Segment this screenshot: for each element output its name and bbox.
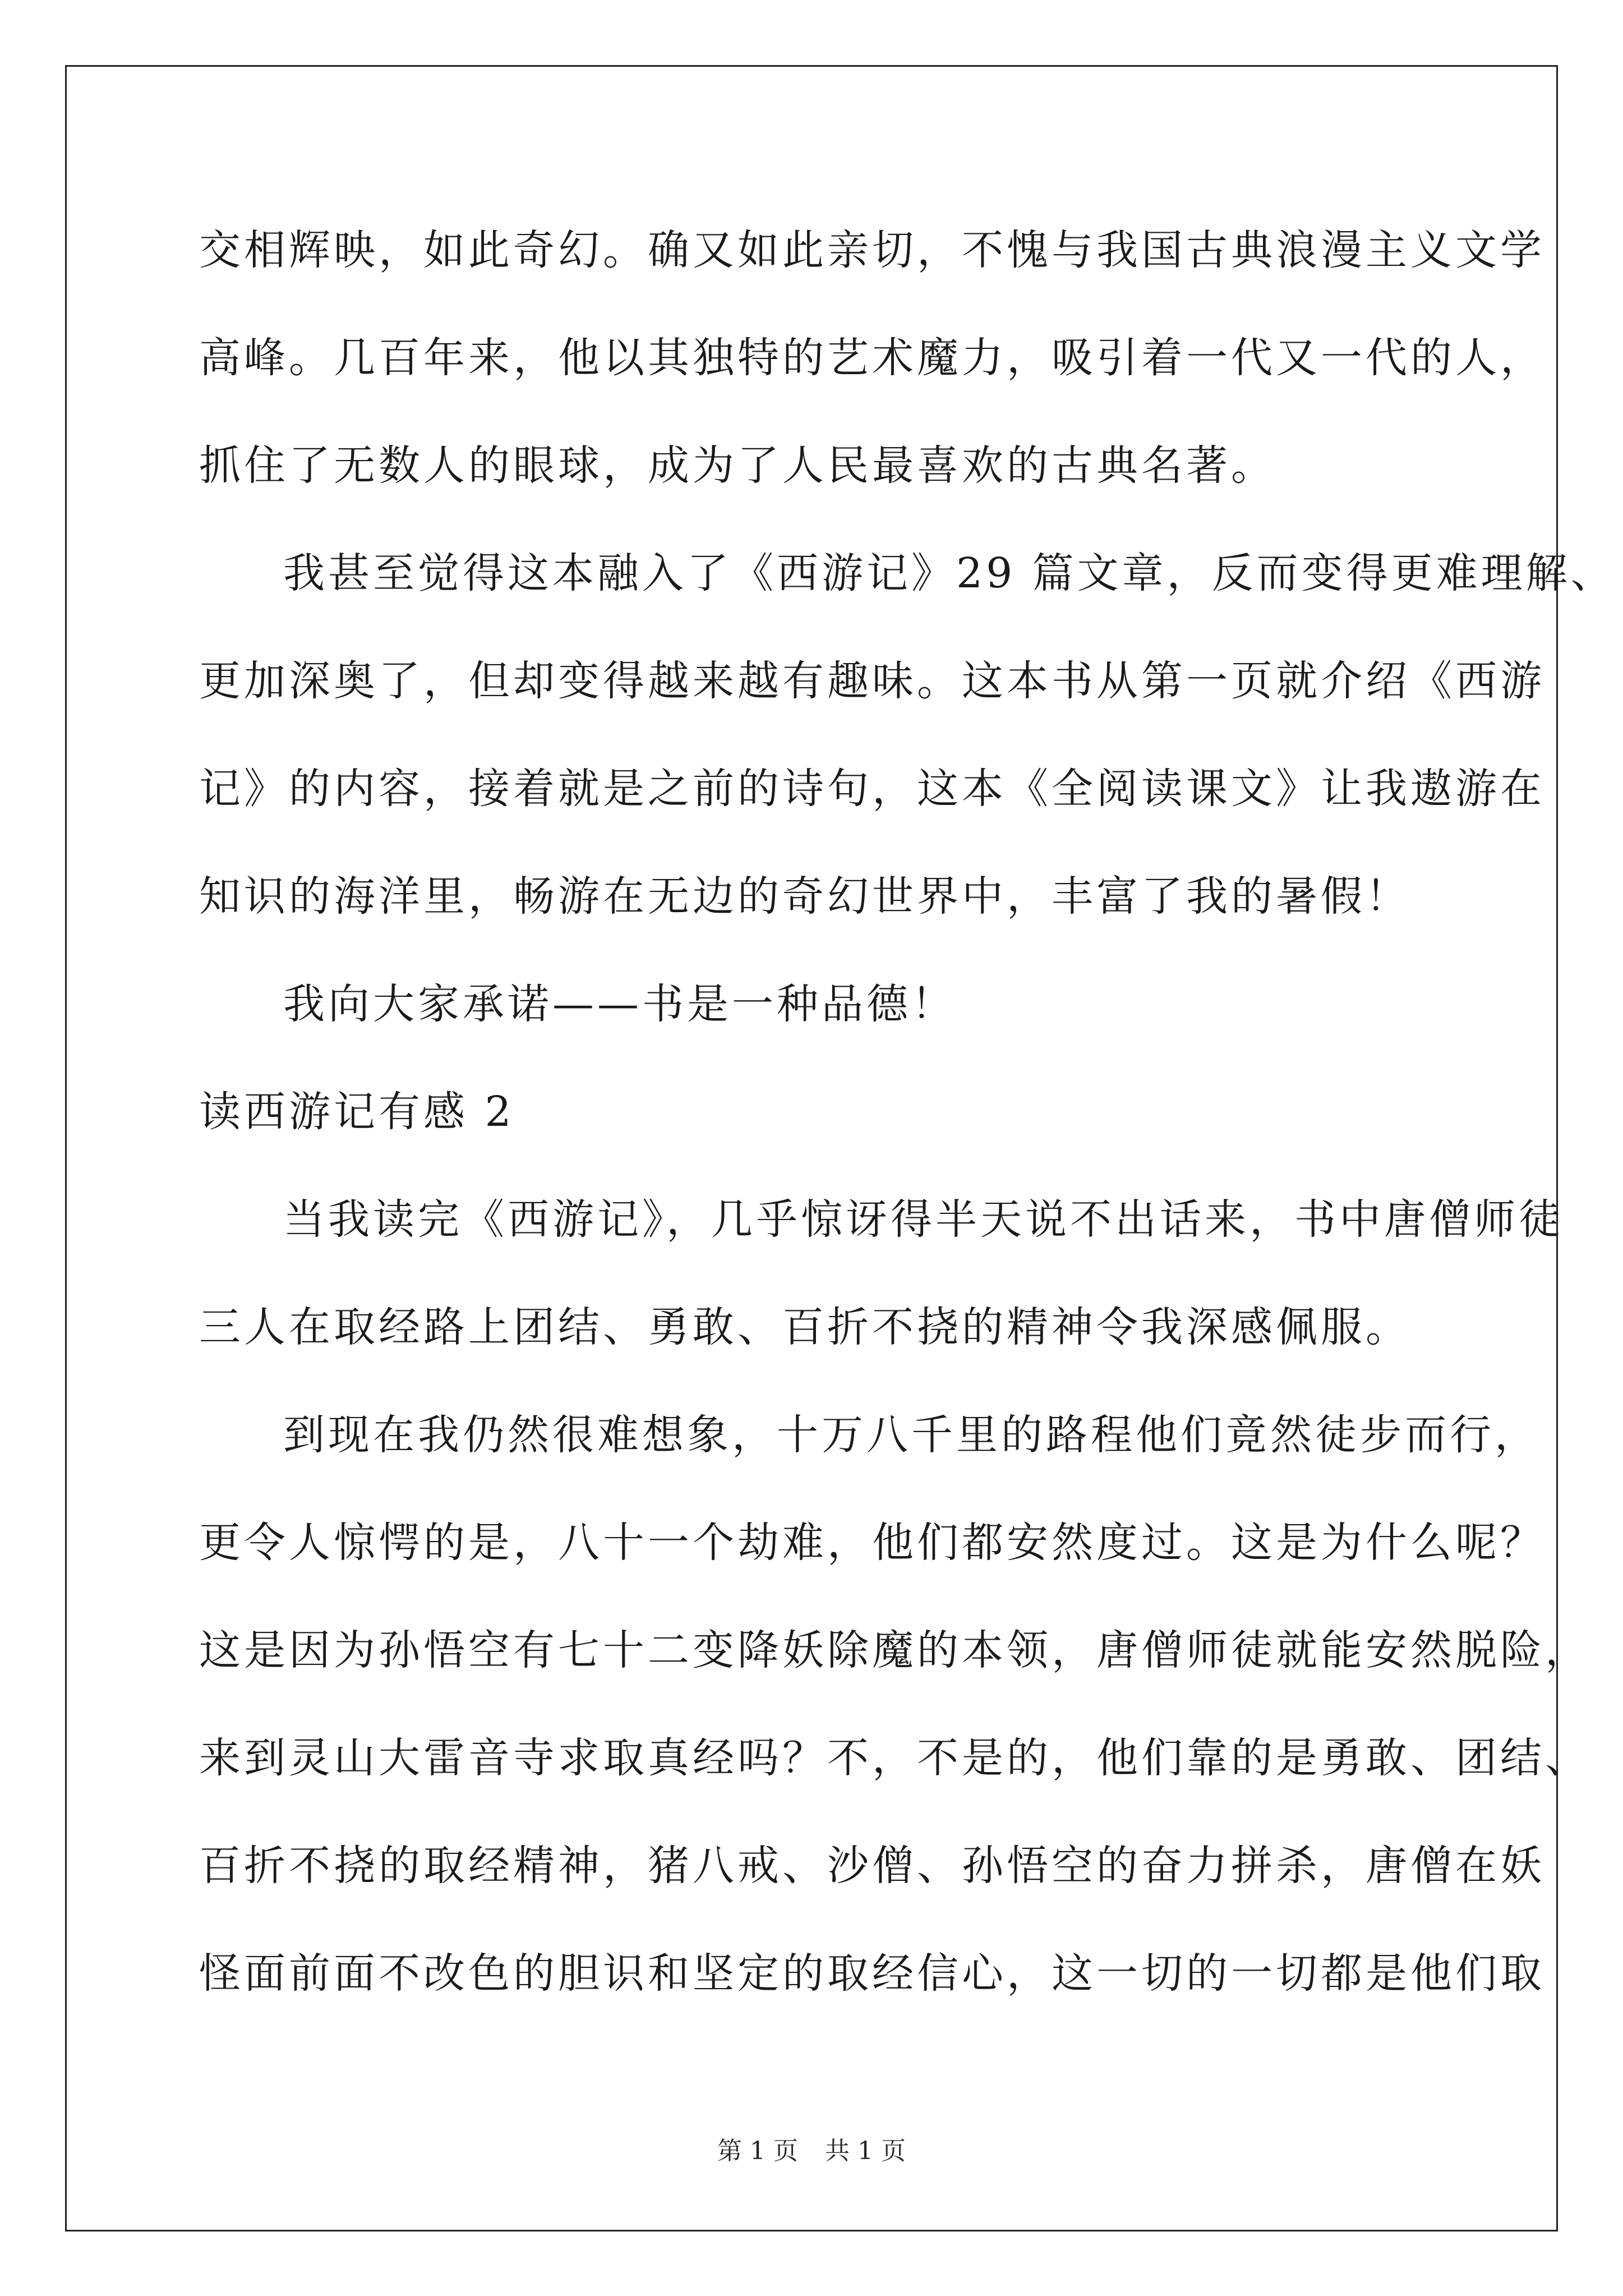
section-heading: 读西游记有感 2 [199,1088,515,1136]
document-body [199,208,1616,2039]
text-line: 百折不挠的取经精神，猪八戒、沙僧、孙悟空的奋力拼杀，唐僧在妖 [199,1842,1545,1890]
text-line: 更令人惊愕的是，八十一个劫难，他们都安然度过。这是为什么呢？ [199,1519,1545,1567]
page-footer [0,2134,1623,2168]
page-number: 第 1 页 [717,2137,798,2165]
paragraph-start-line: 我向大家承诺——书是一种品德！ [283,980,956,1028]
text-line: 三人在取经路上团结、勇敢、百折不挠的精神令我深感佩服。 [199,1303,1410,1351]
text-line: 抓住了无数人的眼球，成为了人民最喜欢的古典名著。 [199,441,1276,490]
text-line: 知识的海洋里，畅游在无边的奇幻世界中，丰富了我的暑假！ [199,872,1410,921]
text-line: 这是因为孙悟空有七十二变降妖除魔的本领，唐僧师徒就能安然脱险， [199,1626,1590,1674]
text-line: 更加深奥了，但却变得越来越有趣味。这本书从第一页就介绍《西游 [199,657,1545,705]
text-line: 来到灵山大雷音寺求取真经吗？不，不是的，他们靠的是勇敢、团结、 [199,1734,1590,1782]
paragraph-start-line: 当我读完《西游记》，几乎惊讶得半天说不出话来，书中唐僧师徒 [283,1195,1564,1244]
text-line: 怪面前面不改色的胆识和坚定的取经信心，这一切的一切都是他们取 [199,1949,1545,1998]
page-total: 共 1 页 [825,2137,906,2165]
text-line: 交相辉映，如此奇幻。确又如此亲切，不愧与我国古典浪漫主义文学 [199,226,1545,274]
text-line: 高峰。几百年来，他以其独特的艺术魔力，吸引着一代又一代的人， [199,334,1545,382]
text-line: 记》的内容，接着就是之前的诗句，这本《全阅读课文》让我遨游在 [199,765,1545,813]
paragraph-start-line: 我甚至觉得这本融入了《西游记》29 篇文章，反而变得更难理解、 [283,549,1616,597]
paragraph-start-line: 到现在我仍然很难想象，十万八千里的路程他们竟然徒步而行， [283,1411,1539,1459]
